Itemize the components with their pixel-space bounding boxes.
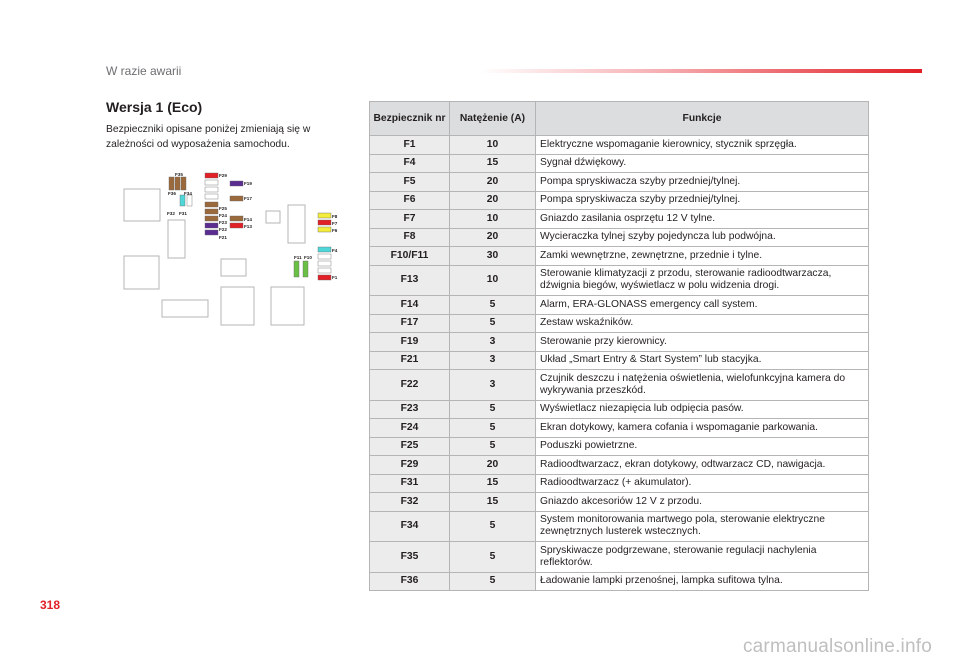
function-cell: Ładowanie lampki przenośnej, lampka sufitowa tylna. <box>536 572 869 591</box>
fuse-table <box>369 101 869 591</box>
relay-slot <box>221 259 246 276</box>
table-row <box>370 210 869 229</box>
table-row <box>370 370 869 401</box>
amperage-cell: 3 <box>450 370 536 401</box>
function-cell: Sygnał dźwiękowy. <box>536 154 869 173</box>
fuse-label: F29 <box>219 173 227 178</box>
fuse-label: F1 <box>332 275 338 280</box>
fuse-number-cell: F25 <box>370 437 450 456</box>
fuse-label: F7 <box>332 221 338 226</box>
fuse <box>230 181 243 186</box>
table-row <box>370 136 869 155</box>
amperage-cell: 10 <box>450 265 536 296</box>
function-cell: Poduszki powietrzne. <box>536 437 869 456</box>
fuse <box>318 220 331 225</box>
fuse <box>205 230 218 235</box>
function-cell: Czujnik deszczu i natężenia oświetlenia, wielofunkcyjna kamera do wykrywania przeszkód. <box>536 370 869 401</box>
amperage-cell: 20 <box>450 456 536 475</box>
fuse-label: F35 <box>175 172 183 177</box>
fuse-label: F14 <box>244 217 252 222</box>
fuse-label: F31 <box>179 211 187 216</box>
header-accent-bar <box>480 69 922 73</box>
function-cell: Gniazdo akcesoriów 12 V z przodu. <box>536 493 869 512</box>
table-header-row <box>370 102 869 136</box>
fuse-label: F24 <box>219 213 227 218</box>
fuse-label: F23 <box>219 220 227 225</box>
amperage-cell: 5 <box>450 296 536 315</box>
table-row <box>370 351 869 370</box>
function-cell: Ekran dotykowy, kamera cofania i wspomaganie parkowania. <box>536 419 869 438</box>
fuse-number-cell: F24 <box>370 419 450 438</box>
fuse-box-diagram <box>118 168 340 332</box>
function-cell: Wyświetlacz niezapięcia lub odpięcia pasów. <box>536 400 869 419</box>
table-row <box>370 247 869 266</box>
fuse-number-cell: F14 <box>370 296 450 315</box>
fuse-label: F17 <box>244 196 252 201</box>
amperage-cell: 15 <box>450 493 536 512</box>
fuse <box>180 195 185 206</box>
function-cell: Radioodtwarzacz, ekran dotykowy, odtwarzacz CD, nawigacja. <box>536 456 869 475</box>
fuse <box>230 196 243 201</box>
relay-slot <box>266 211 280 223</box>
amperage-cell: 3 <box>450 333 536 352</box>
function-cell: Układ „Smart Entry & Start System” lub stacyjka. <box>536 351 869 370</box>
table-row <box>370 333 869 352</box>
function-cell: Zestaw wskaźników. <box>536 314 869 333</box>
amperage-cell: 5 <box>450 437 536 456</box>
fuse <box>318 227 331 232</box>
fuse <box>205 209 218 214</box>
fuse-number-cell: F8 <box>370 228 450 247</box>
fuse-number-cell: F19 <box>370 333 450 352</box>
amperage-cell: 20 <box>450 228 536 247</box>
amperage-cell: 15 <box>450 154 536 173</box>
amperage-cell: 5 <box>450 314 536 333</box>
relay-slot <box>162 300 208 317</box>
fuse-label: F34 <box>184 191 192 196</box>
fuse-number-cell: F29 <box>370 456 450 475</box>
relay-slot <box>124 256 159 289</box>
fuse <box>205 223 218 228</box>
fuse-label: F10 <box>304 255 312 260</box>
fuse-number-cell: F7 <box>370 210 450 229</box>
fuse <box>187 195 192 206</box>
table-row <box>370 572 869 591</box>
fuse-number-cell: F35 <box>370 542 450 573</box>
amperage-cell: 5 <box>450 400 536 419</box>
fuse <box>181 177 186 190</box>
table-row <box>370 493 869 512</box>
fuse-number-cell: F31 <box>370 474 450 493</box>
fuse <box>205 187 218 192</box>
table-row <box>370 228 869 247</box>
table-row <box>370 456 869 475</box>
function-cell: Radioodtwarzacz (+ akumulator). <box>536 474 869 493</box>
function-cell: Sterowanie przy kierownicy. <box>536 333 869 352</box>
amperage-cell: 30 <box>450 247 536 266</box>
fuse-label: F32 <box>167 211 175 216</box>
fuse-label: F22 <box>219 227 227 232</box>
amperage-cell: 20 <box>450 191 536 210</box>
function-cell: Sterowanie klimatyzacji z przodu, sterowanie radioodtwarzacza, dźwignia biegów, wyświetlacz w polu widzenia drogi. <box>536 265 869 296</box>
fuse <box>230 216 243 221</box>
amperage-cell: 3 <box>450 351 536 370</box>
table-row <box>370 191 869 210</box>
fuse-number-cell: F4 <box>370 154 450 173</box>
fuse <box>318 268 331 273</box>
amperage-cell: 15 <box>450 474 536 493</box>
fuse <box>205 216 218 221</box>
fuse-number-cell: F17 <box>370 314 450 333</box>
table-row <box>370 400 869 419</box>
function-cell: Wycieraczka tylnej szyby pojedyncza lub podwójna. <box>536 228 869 247</box>
amperage-cell: 10 <box>450 136 536 155</box>
header-amperage: Natężenie (A) <box>450 102 536 136</box>
table-row <box>370 296 869 315</box>
fuse-label: F25 <box>219 206 227 211</box>
fuse-number-cell: F34 <box>370 511 450 542</box>
table-row <box>370 542 869 573</box>
function-cell: Elektryczne wspomaganie kierownicy, stycznik sprzęgła. <box>536 136 869 155</box>
relay-slot <box>271 287 304 325</box>
table-row <box>370 437 869 456</box>
function-cell: System monitorowania martwego pola, sterowanie elektryczne zewnętrznych lusterek wstecznych. <box>536 511 869 542</box>
fuse-number-cell: F36 <box>370 572 450 591</box>
amperage-cell: 10 <box>450 210 536 229</box>
fuse <box>318 275 331 280</box>
function-cell: Zamki wewnętrzne, zewnętrzne, przednie i tylne. <box>536 247 869 266</box>
fuse-number-cell: F13 <box>370 265 450 296</box>
amperage-cell: 5 <box>450 542 536 573</box>
fuse-table-body <box>370 136 869 591</box>
fuse-label: F11 <box>294 255 302 260</box>
fuse-label: F36 <box>168 191 176 196</box>
fuse <box>205 173 218 178</box>
function-cell: Pompa spryskiwacza szyby przedniej/tylnej. <box>536 173 869 192</box>
fuse-label: F19 <box>244 181 252 186</box>
intro-text: Bezpieczniki opisane poniżej zmieniają się w zależności od wyposażenia samochodu. <box>106 124 311 150</box>
watermark: carmanualsonline.info <box>742 636 932 657</box>
fuse-label: F21 <box>219 235 227 240</box>
fuse-number-cell: F1 <box>370 136 450 155</box>
amperage-cell: 5 <box>450 511 536 542</box>
header-fuse-number: Bezpiecznik nr <box>370 102 450 136</box>
fuse <box>318 213 331 218</box>
amperage-cell: 5 <box>450 419 536 438</box>
header-functions: Funkcje <box>536 102 869 136</box>
relay-slot <box>168 220 185 258</box>
fuse <box>175 177 180 190</box>
table-row <box>370 173 869 192</box>
relay-slot <box>124 189 160 221</box>
fuse-label: F4 <box>332 248 338 253</box>
fuse <box>169 177 174 190</box>
fuse-label: F8 <box>332 214 338 219</box>
fuse <box>303 261 308 277</box>
fuse <box>318 261 331 266</box>
table-row <box>370 265 869 296</box>
fuse <box>318 254 331 259</box>
table-row <box>370 474 869 493</box>
fuse-number-cell: F6 <box>370 191 450 210</box>
fuse-number-cell: F23 <box>370 400 450 419</box>
fuse <box>318 247 331 252</box>
function-cell: Spryskiwacze podgrzewane, sterowanie regulacji nachylenia reflektorów. <box>536 542 869 573</box>
table-row <box>370 154 869 173</box>
fuse <box>294 261 299 277</box>
amperage-cell: 5 <box>450 572 536 591</box>
amperage-cell: 20 <box>450 173 536 192</box>
fuse-number-cell: F10/F11 <box>370 247 450 266</box>
table-row <box>370 511 869 542</box>
table-row <box>370 314 869 333</box>
relay-slot <box>221 287 254 325</box>
relay-slot <box>288 205 305 243</box>
fuse-number-cell: F22 <box>370 370 450 401</box>
function-cell: Alarm, ERA-GLONASS emergency call system. <box>536 296 869 315</box>
fuse <box>205 202 218 207</box>
fuse-number-cell: F5 <box>370 173 450 192</box>
fuse <box>205 194 218 199</box>
fuse-label: F13 <box>244 224 252 229</box>
fuse-label-group <box>167 172 338 280</box>
fuse <box>205 180 218 185</box>
function-cell: Pompa spryskiwacza szyby przedniej/tylnej. <box>536 191 869 210</box>
function-cell: Gniazdo zasilania osprzętu 12 V tylne. <box>536 210 869 229</box>
page-number: 318 <box>40 598 61 612</box>
section-header: W razie awarii <box>106 64 182 78</box>
fuse-number-cell: F21 <box>370 351 450 370</box>
table-row <box>370 419 869 438</box>
fuse-number-cell: F32 <box>370 493 450 512</box>
fuse-label: F6 <box>332 228 338 233</box>
version-title: Wersja 1 (Eco) <box>106 99 203 115</box>
fuse <box>230 223 243 228</box>
